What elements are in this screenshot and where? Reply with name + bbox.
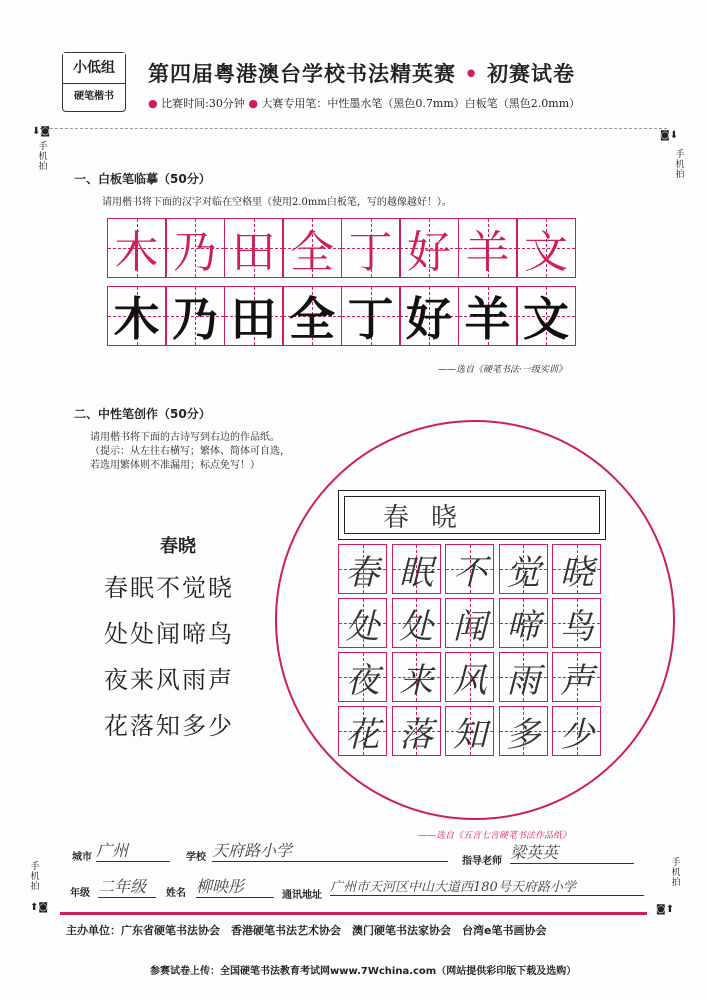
work-char: 知 [452, 714, 487, 755]
model-char: 好 [407, 227, 451, 278]
work-char: 觉 [506, 552, 541, 593]
camera-icon: ⬇◙ [32, 126, 51, 137]
camera-icon: ◙⬆ [656, 904, 675, 915]
section2-instruction-2: （提示：从左往右横写；繁体、简体可自选， [90, 446, 290, 457]
badge-group-label: 小低组 [63, 53, 125, 84]
section2-instruction-3: 若选用繁体则不准漏用；标点免写！） [90, 460, 260, 471]
model-cell [341, 218, 401, 278]
copy-char: 全 [289, 292, 335, 346]
model-char: 田 [231, 227, 276, 278]
poem-line-4: 花落知多少 [104, 712, 234, 740]
poem-line-1: 春眠不觉晓 [104, 574, 234, 602]
work-char: 来 [399, 660, 434, 701]
work-cell [552, 652, 601, 702]
work-cell [499, 652, 548, 702]
work-cell [499, 598, 548, 648]
work-char: 夜 [345, 660, 380, 701]
poem-title: 春晓 [160, 536, 196, 557]
copy-char: 羊 [464, 292, 511, 346]
work-cell [445, 544, 494, 594]
title-tail: 初赛试卷 [487, 61, 576, 86]
work-char: 不 [452, 552, 487, 593]
copy-cell [516, 286, 576, 346]
address-field[interactable]: 广州市天河区中山大道西180号天府路小学 [330, 876, 644, 896]
work-cell [338, 544, 387, 594]
model-char: 全 [290, 227, 334, 278]
work-source: ——选自《五言七言硬笔书法作品纸》 [418, 831, 572, 841]
work-row [338, 706, 606, 756]
side-label-top-right: 手机拍 [675, 150, 685, 180]
copy-cell [399, 286, 459, 346]
work-cell [338, 706, 387, 756]
work-title: 春晓 [344, 496, 600, 534]
work-cell [392, 652, 441, 702]
bullet-icon: ● [248, 97, 258, 110]
model-cell [165, 218, 225, 278]
copy-char: 丁 [347, 292, 394, 346]
model-char: 丁 [348, 227, 393, 278]
work-row [338, 598, 606, 648]
title-main: 第四届粤港澳台学校书法精英赛 [148, 61, 456, 86]
group-badge [62, 52, 126, 112]
work-char: 眠 [399, 552, 434, 593]
exam-info [148, 95, 580, 111]
side-label-bottom-right: 手机拍 [671, 858, 681, 888]
copy-char: 好 [406, 292, 452, 346]
work-char: 花 [345, 714, 380, 755]
side-label-top-left: 手机拍 [38, 142, 48, 172]
copy-cell [282, 286, 342, 346]
organizers-text: 主办单位：广东省硬笔书法协会 香港硬笔书法艺术协会 澳门硬笔书法家协会 台湾e笔书画协会 [66, 924, 547, 937]
school-field[interactable]: 天府路小学 [212, 838, 448, 862]
work-char: 落 [399, 714, 434, 755]
copy-char: 文 [523, 292, 569, 346]
work-char: 晓 [559, 552, 594, 593]
work-cell [552, 544, 601, 594]
work-char: 雨 [506, 660, 541, 701]
camera-icon: ⬆◙ [30, 902, 49, 913]
section1-source: ——选自《硬笔书法·一级实训》 [438, 365, 567, 375]
model-char-row [108, 218, 576, 278]
work-cell [499, 706, 548, 756]
model-cell [107, 218, 167, 278]
work-cell [445, 598, 494, 648]
model-char: 木 [114, 227, 159, 278]
city-field[interactable]: 广州 [96, 838, 170, 862]
teacher-field[interactable]: 梁英英 [510, 840, 634, 864]
copy-cell [341, 286, 401, 346]
model-cell [458, 218, 518, 278]
grade-field[interactable]: 二年级 [98, 874, 156, 898]
exam-time: 比赛时间:30分钟 [161, 97, 245, 110]
poem-line-3: 夜来风雨声 [104, 666, 234, 694]
name-field[interactable]: 柳映彤 [196, 874, 274, 898]
model-cell [516, 218, 576, 278]
work-cell [445, 652, 494, 702]
copy-char-row [108, 286, 576, 346]
model-cell [399, 218, 459, 278]
copy-cell [224, 286, 284, 346]
work-char: 声 [559, 660, 594, 701]
work-cell [445, 706, 494, 756]
section2-instruction-1: 请用楷书将下面的古诗写到右边的作品纸。 [90, 432, 280, 443]
work-char: 少 [559, 714, 594, 755]
model-char: 文 [524, 227, 568, 278]
work-cell [338, 652, 387, 702]
copy-char: 乃 [172, 292, 218, 346]
work-char: 啼 [506, 606, 541, 647]
poem-line-2: 处处闻啼鸟 [104, 620, 234, 648]
work-char: 多 [506, 714, 541, 755]
footer-divider [60, 912, 647, 915]
model-char: 乃 [173, 227, 217, 278]
work-row [338, 544, 606, 594]
name-label: 姓名 [166, 888, 186, 899]
model-cell [282, 218, 342, 278]
work-cell [552, 598, 601, 648]
work-title-box [338, 490, 606, 540]
work-cell [392, 706, 441, 756]
exam-pens: 大赛专用笔：中性墨水笔（黑色0.7mm）白板笔（黑色2.0mm） [261, 97, 581, 110]
work-char: 闻 [452, 606, 487, 647]
work-char: 春 [345, 552, 380, 593]
work-row [338, 652, 606, 702]
copy-char: 木 [113, 292, 160, 346]
teacher-label: 指导老师 [462, 856, 502, 867]
title-dot: • [464, 61, 479, 86]
work-cell [552, 706, 601, 756]
work-cell [499, 544, 548, 594]
model-char: 羊 [465, 227, 510, 278]
work-char: 鸟 [559, 606, 594, 647]
copy-cell [165, 286, 225, 346]
address-label: 通讯地址 [282, 890, 322, 901]
work-char: 风 [452, 660, 487, 701]
school-label: 学校 [186, 852, 206, 863]
work-grid [338, 544, 606, 760]
grade-label: 年级 [70, 888, 90, 899]
section2-heading: 二、中性笔创作（50分） [74, 407, 211, 421]
copy-cell [458, 286, 518, 346]
bullet-icon: ● [148, 97, 158, 110]
work-cell [392, 598, 441, 648]
model-cell [224, 218, 284, 278]
header-divider [40, 128, 667, 129]
copy-char: 田 [230, 292, 277, 346]
copy-cell [107, 286, 167, 346]
work-cell [392, 544, 441, 594]
work-cell [338, 598, 387, 648]
badge-style-label: 硬笔楷书 [74, 91, 114, 102]
upload-text: 参赛试卷上传：全国硬笔书法教育考试网www.7Wchina.com（网站提供彩印版下载及选购） [150, 966, 577, 977]
section1-heading: 一、白板笔临摹（50分） [74, 172, 211, 186]
work-char: 处 [399, 606, 434, 647]
city-label: 城市 [72, 852, 92, 863]
side-label-bottom-left: 手机拍 [30, 862, 40, 892]
section1-instruction: 请用楷书将下面的汉字对临在空格里（使用2.0mm白板笔，写的越像越好！）。 [102, 197, 452, 208]
page-title [148, 58, 575, 88]
work-char: 处 [345, 606, 380, 647]
camera-icon: ◙⬇ [660, 130, 679, 141]
